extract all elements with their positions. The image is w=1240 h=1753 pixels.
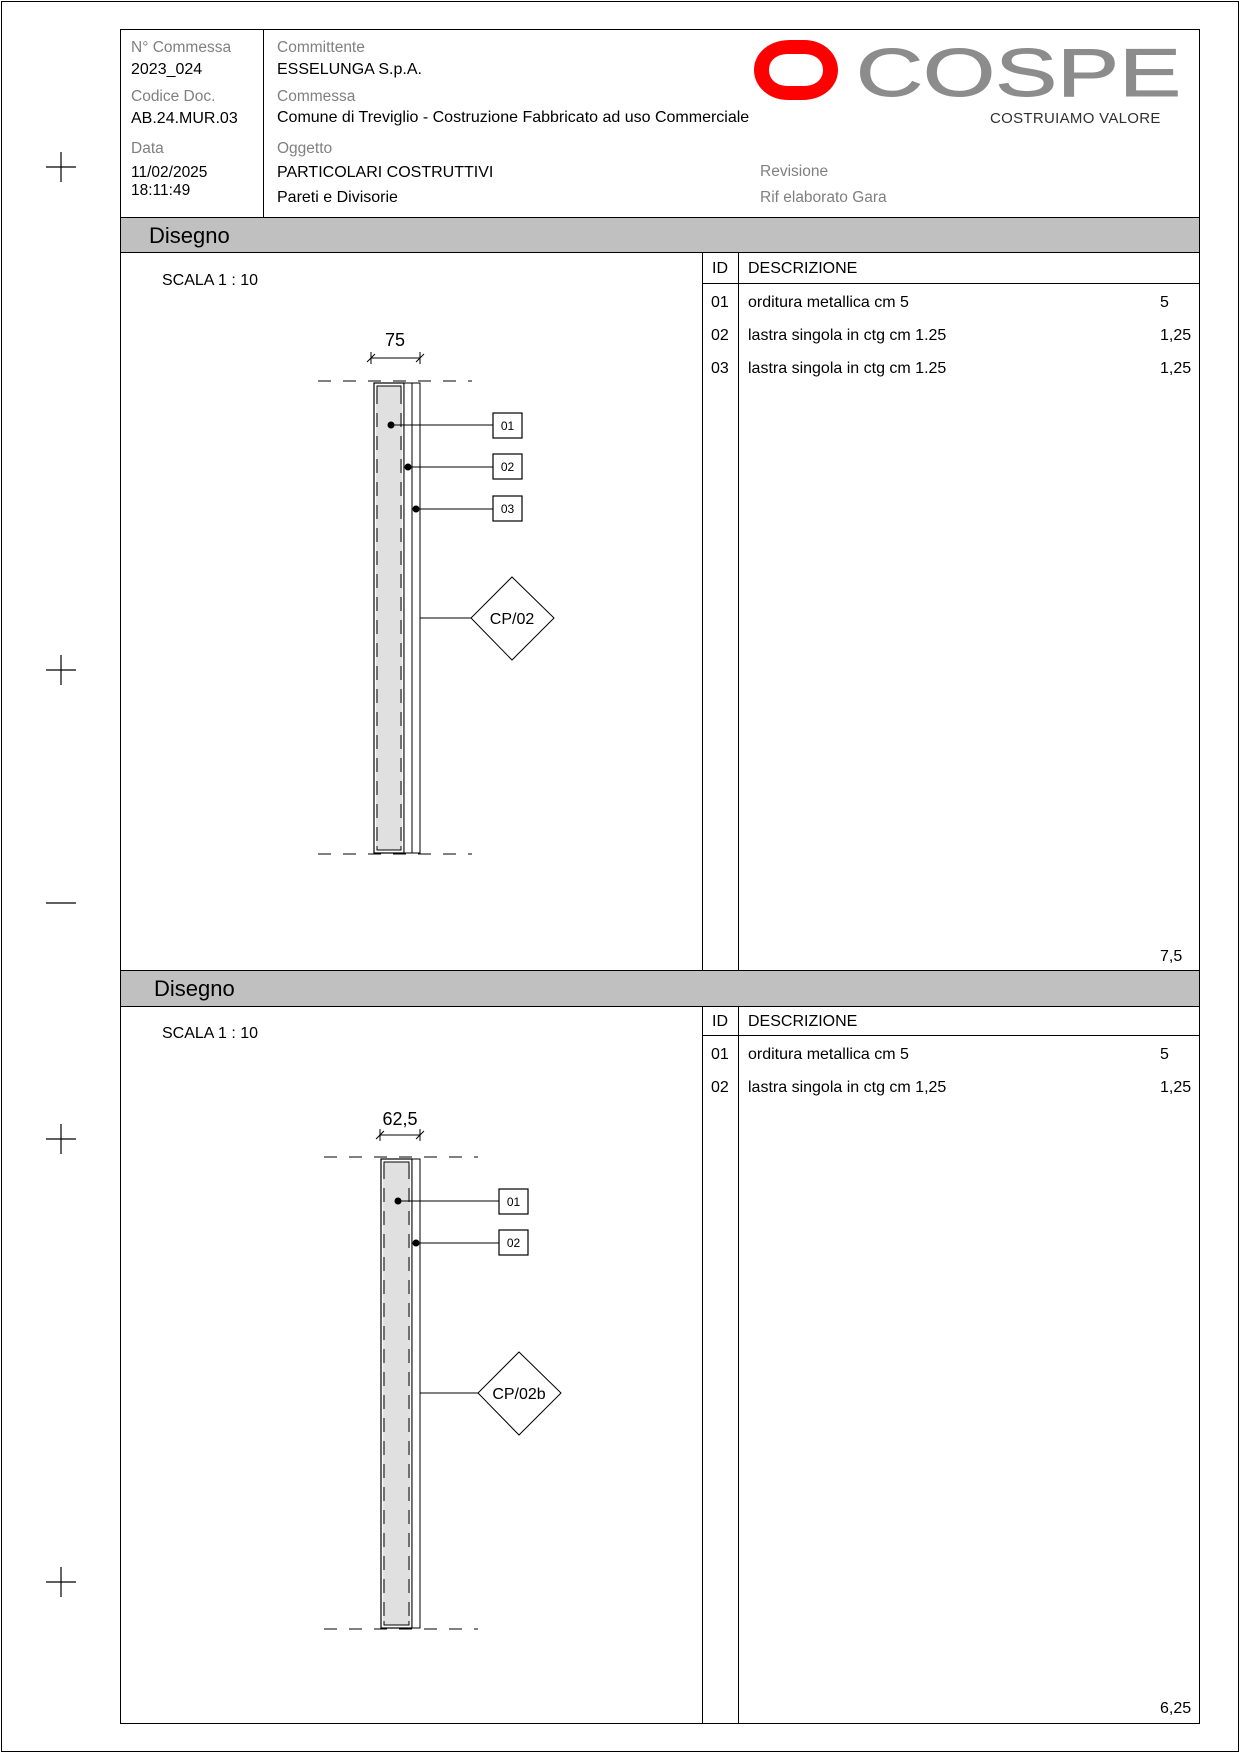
commessa-no: 2023_024 — [131, 61, 203, 78]
wall-section-drawing — [310, 330, 570, 870]
row-id: 03 — [711, 360, 729, 377]
cospe-logo-mark-icon — [752, 36, 840, 104]
code-label: CP/02b — [492, 1386, 546, 1403]
data-date: 11/02/2025 — [131, 164, 208, 181]
row-id: 01 — [711, 1046, 729, 1063]
table-header-underline — [702, 283, 1199, 284]
committente-label: Committente — [277, 39, 365, 56]
row-desc: lastra singola in ctg cm 1.25 — [748, 360, 947, 377]
band-title: Disegno — [149, 223, 230, 248]
table-total: 7,5 — [1160, 948, 1183, 965]
commessa-no-label: N° Commessa — [131, 39, 232, 56]
crop-marks — [40, 140, 90, 1610]
logo-tagline: COSTRUIAMO VALORE — [990, 110, 1161, 127]
table-total: 6,25 — [1160, 1700, 1192, 1717]
board-layer — [404, 383, 412, 853]
table-id-divider — [738, 253, 739, 971]
row-id: 01 — [711, 294, 729, 311]
scale-label: SCALA 1 : 10 — [162, 1025, 259, 1042]
table-id-divider — [738, 1007, 739, 1723]
code-label: CP/02 — [489, 611, 535, 628]
row-value: 1,25 — [1160, 360, 1192, 377]
oggetto-label: Oggetto — [277, 140, 333, 157]
tag-label: 03 — [500, 502, 515, 516]
row-desc: orditura metallica cm 5 — [748, 294, 909, 311]
table-header-desc: DESCRIZIONE — [748, 1013, 858, 1030]
row-value: 5 — [1160, 294, 1169, 311]
table-left-border — [702, 1007, 703, 1723]
table-header-desc: DESCRIZIONE — [748, 260, 858, 277]
table-header-id: ID — [712, 1013, 728, 1030]
row-desc: lastra singola in ctg cm 1.25 — [748, 327, 947, 344]
band-title: Disegno — [154, 976, 235, 1001]
tag-label: 02 — [500, 460, 515, 474]
wall-section-drawing — [310, 1105, 570, 1645]
section-band — [121, 217, 1199, 253]
commessa-label: Commessa — [277, 88, 356, 105]
dimension-label: 75 — [384, 330, 406, 350]
row-value: 1,25 — [1160, 327, 1192, 344]
board-layer — [412, 383, 420, 853]
title-block-divider — [263, 29, 264, 218]
tag-label: 01 — [506, 1195, 521, 1209]
oggetto: PARTICOLARI COSTRUTTIVI — [277, 164, 494, 181]
row-id: 02 — [711, 327, 729, 344]
revisione-label: Revisione — [760, 163, 829, 180]
tag-label: 02 — [506, 1236, 521, 1250]
data-time: 18:11:49 — [131, 182, 191, 199]
tag-label: 01 — [500, 419, 515, 433]
scale-label: SCALA 1 : 10 — [162, 272, 259, 289]
rif-elaborato-label: Rif elaborato Gara — [760, 189, 887, 206]
commessa: Comune di Treviglio - Costruzione Fabbricato ad uso Commerciale — [277, 109, 750, 126]
table-header-underline — [702, 1035, 1199, 1036]
table-left-border — [702, 253, 703, 971]
oggetto-sub: Pareti e Divisorie — [277, 189, 398, 206]
row-value: 1,25 — [1160, 1079, 1192, 1096]
dimension-label: 62,5 — [382, 1109, 418, 1129]
data-label: Data — [131, 140, 164, 157]
codice-doc: AB.24.MUR.03 — [131, 110, 238, 127]
board-layer — [412, 1159, 420, 1628]
cospe-logo-text — [856, 44, 1186, 100]
table-header-id: ID — [712, 260, 728, 277]
row-desc: lastra singola in ctg cm 1,25 — [748, 1079, 947, 1096]
row-id: 02 — [711, 1079, 729, 1096]
logo-wordmark: COSPE — [856, 44, 1181, 100]
codice-doc-label: Codice Doc. — [131, 88, 216, 105]
committente: ESSELUNGA S.p.A. — [277, 61, 422, 78]
row-desc: orditura metallica cm 5 — [748, 1046, 909, 1063]
section-band — [121, 970, 1199, 1007]
row-value: 5 — [1160, 1046, 1169, 1063]
